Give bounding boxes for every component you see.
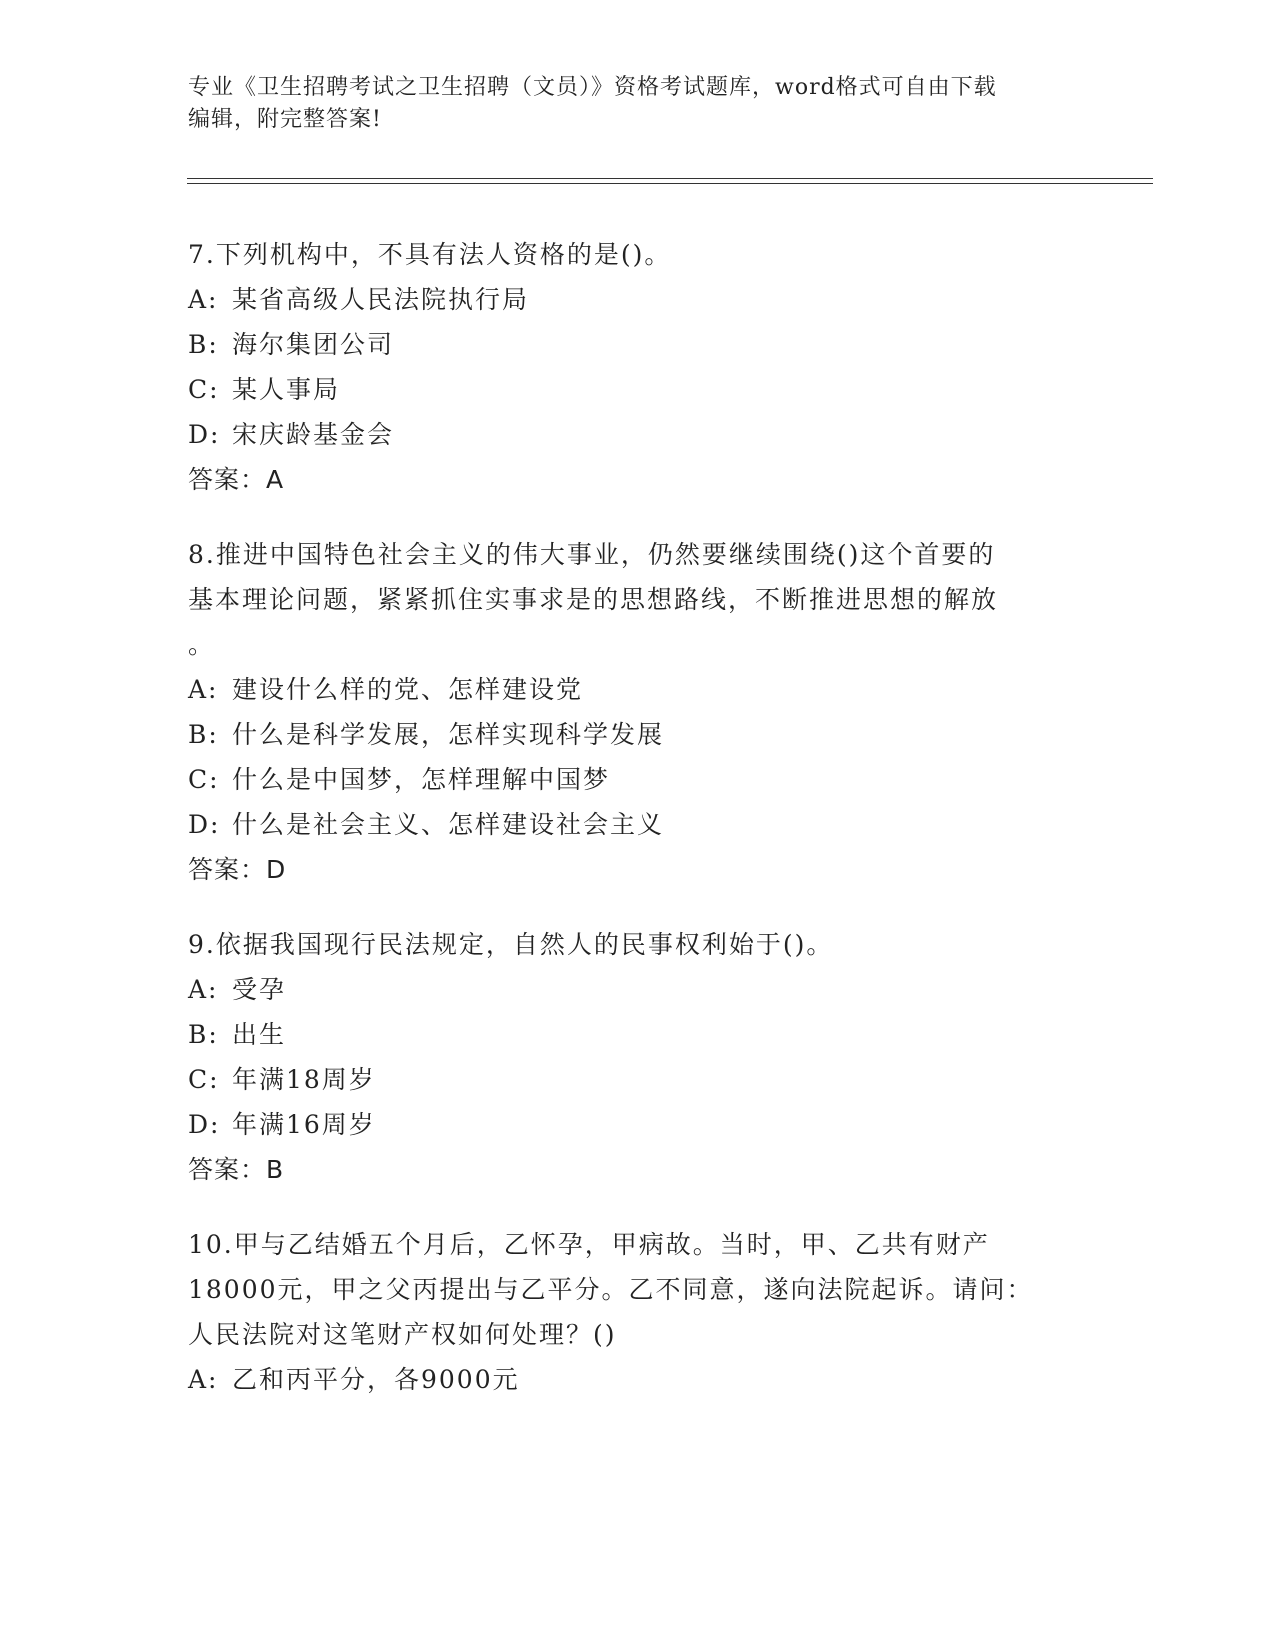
option-key: B: (188, 720, 219, 749)
option-text: 海尔集团公司 (232, 330, 395, 359)
stem-line: 8.推进中国特色社会主义的伟大事业，仍然要继续围绕()这个首要的 (188, 540, 996, 569)
option-c (188, 367, 1068, 412)
option-b (188, 712, 1068, 757)
option-a (188, 667, 1068, 712)
option-a (188, 1357, 1068, 1402)
option-text: 某省高级人民法院执行局 (232, 285, 530, 314)
option-key: C: (188, 765, 220, 794)
option-d (188, 412, 1068, 457)
option-key: D: (188, 1110, 221, 1139)
header-line-1: 专业《卫生招聘考试之卫生招聘（文员）》资格考试题库，word格式可自由下载 (188, 75, 997, 100)
option-a (188, 277, 1068, 322)
option-key: A: (188, 1365, 219, 1394)
option-text: 年满16周岁 (232, 1110, 376, 1139)
header-note (188, 72, 1068, 136)
answer-line: 答案：B (188, 1155, 285, 1184)
stem-line: 7.下列机构中，不具有法人资格的是()。 (188, 240, 672, 269)
option-key: B: (188, 330, 219, 359)
option-text: 什么是科学发展，怎样实现科学发展 (232, 720, 665, 749)
option-text: 什么是社会主义、怎样建设社会主义 (232, 810, 665, 839)
answer-line: 答案：A (188, 465, 285, 494)
question-list (188, 232, 1068, 1432)
stem-line: 。 (188, 630, 216, 659)
option-text: 建设什么样的党、怎样建设党 (232, 675, 584, 704)
question-stem (188, 232, 1068, 277)
header-line-2: 编辑，附完整答案! (188, 107, 382, 132)
question-7 (188, 232, 1068, 502)
option-text: 出生 (232, 1020, 287, 1049)
question-10 (188, 1222, 1068, 1402)
option-key: D: (188, 420, 221, 449)
question-stem (188, 1222, 1068, 1357)
question-9 (188, 922, 1068, 1192)
option-key: D: (188, 810, 221, 839)
stem-line: 9.依据我国现行民法规定，自然人的民事权利始于()。 (188, 930, 834, 959)
option-text: 什么是中国梦，怎样理解中国梦 (232, 765, 611, 794)
option-key: A: (188, 675, 219, 704)
option-text: 宋庆龄基金会 (232, 420, 395, 449)
question-8 (188, 532, 1068, 892)
option-text: 受孕 (232, 975, 287, 1004)
header-divider-top (187, 178, 1153, 179)
option-b (188, 1012, 1068, 1057)
question-stem (188, 922, 1068, 967)
stem-line: 10.甲与乙结婚五个月后，乙怀孕，甲病故。当时，甲、乙共有财产 (188, 1230, 990, 1259)
option-key: B: (188, 1020, 219, 1049)
option-key: C: (188, 1065, 220, 1094)
option-c (188, 757, 1068, 802)
stem-line: 18000元，甲之父丙提出与乙平分。乙不同意，遂向法院起诉。请问： (188, 1275, 1034, 1304)
option-text: 年满18周岁 (232, 1065, 376, 1094)
header-divider-bottom (187, 183, 1153, 184)
option-key: C: (188, 375, 220, 404)
option-text: 某人事局 (232, 375, 341, 404)
option-text: 乙和丙平分，各9000元 (232, 1365, 520, 1394)
option-c (188, 1057, 1068, 1102)
option-d (188, 802, 1068, 847)
question-stem (188, 532, 1068, 667)
option-b (188, 322, 1068, 367)
stem-line: 基本理论问题，紧紧抓住实事求是的思想路线，不断推进思想的解放 (188, 585, 999, 614)
option-a (188, 967, 1068, 1012)
option-d (188, 1102, 1068, 1147)
option-key: A: (188, 975, 219, 1004)
option-key: A: (188, 285, 219, 314)
answer-line: 答案：D (188, 855, 287, 884)
stem-line: 人民法院对这笔财产权如何处理？() (188, 1320, 617, 1349)
